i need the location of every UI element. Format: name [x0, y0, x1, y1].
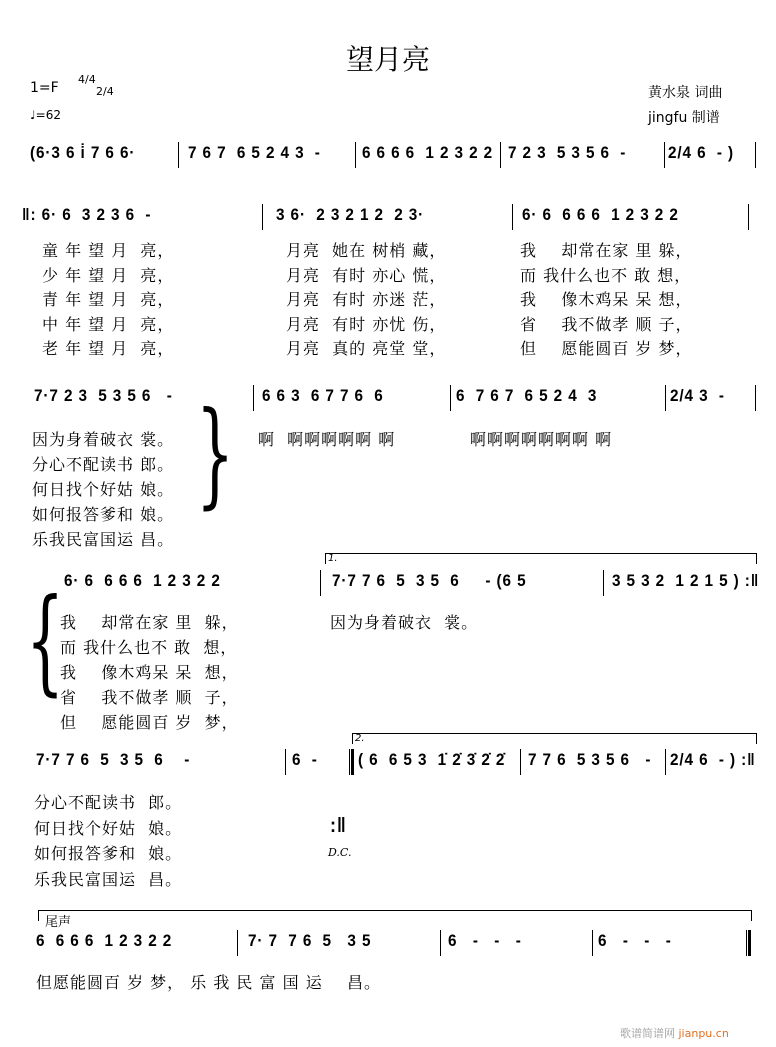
lyric-line: 少 年 望 月 亮，: [42, 265, 175, 285]
measure: 7·7 2 3 5 3 5 6 -: [34, 386, 173, 405]
key-signature: 1=F: [30, 80, 59, 96]
left-brace: {: [26, 575, 65, 709]
lyric-line: 而 我什么也不 敢 想，: [60, 638, 238, 657]
volta-2-bracket: [352, 733, 757, 744]
bar-line: [520, 749, 521, 775]
lyric-line: 月亮 有时 亦忧 伤，: [286, 314, 447, 334]
lyric-line: 月亮 有时 亦迷 茫，: [286, 290, 447, 309]
lyric-line: 省 我不做孝 顺 子，: [60, 688, 239, 707]
lyric-line: 月亮 她在 树梢 藏，: [286, 241, 447, 260]
final-bar-line: [746, 930, 751, 956]
bar-line: [603, 570, 604, 596]
coda-label: 尾声: [45, 915, 72, 930]
time-signature-1: 4/4: [78, 73, 96, 86]
lyric-line: 乐我民富国运 昌。: [34, 869, 183, 889]
measure: 6 -: [292, 750, 318, 769]
measure: 2/4 3 -: [670, 386, 725, 405]
measure: 7 2 3 5 3 5 6 -: [508, 143, 627, 162]
watermark: 歌谱简谱网 jianpu.cn: [620, 1027, 729, 1040]
measure: 6 6 6 6 1 2 3 2 2: [362, 143, 494, 162]
measure: ‖: 6· 6 3 2 3 6 -: [22, 205, 152, 224]
bar-line: [320, 570, 321, 596]
repeat-sign: :‖: [330, 815, 347, 837]
bar-line: [592, 930, 593, 956]
measure: (6·3 6 i̇ 7 6 6·: [30, 143, 136, 162]
bar-line: [664, 142, 665, 168]
lyric-line: 我 像木鸡呆 呆 想，: [60, 663, 239, 682]
double-bar-line: [349, 749, 354, 775]
measure: 7·7 7 6 5 3 5 6 - (6 5: [332, 571, 527, 590]
bar-line: [450, 385, 451, 411]
lyric-line: 如何报答爹和 娘。: [34, 844, 183, 863]
bar-line: [237, 930, 238, 956]
measure: 6 6 6 6 1 2 3 2 2: [36, 931, 173, 950]
lyric-line: 何日找个好姑 娘。: [32, 480, 175, 499]
bar-line: [285, 749, 286, 775]
measure: ( 6 6 5 3 1̇ 2̇ 3̇ 2̇ 2̇: [358, 750, 506, 769]
coda-bracket: [38, 910, 752, 930]
lyric-line: 但愿能圆百 岁 梦， 乐 我 民 富 国 运 昌。: [36, 973, 382, 992]
lyric-line: 月亮 有时 亦心 慌，: [286, 265, 447, 285]
lyric-line: 省 我不做孝 顺 子，: [520, 314, 693, 334]
measure: 6· 6 6 6 6 1 2 3 2 2: [522, 205, 679, 224]
tempo-marking: ♩=62: [30, 108, 61, 122]
song-title: 望月亮: [345, 43, 430, 76]
measure: 3 5 3 2 1 2 1 5 ) :‖: [612, 571, 760, 590]
vocalise-lyric: 啊啊啊啊啊啊啊 啊: [470, 430, 613, 449]
right-brace: }: [196, 388, 235, 522]
time-signature-2: 2/4: [96, 85, 114, 98]
bar-line: [440, 930, 441, 956]
measure: 6 6 3 6 7 7 6 6: [262, 386, 384, 405]
measure: 7 7 6 5 3 5 6 -: [528, 750, 652, 769]
measure: 7· 7 7 6 5 3 5: [248, 931, 372, 950]
lyric-line: 我 像木鸡呆 呆 想，: [520, 290, 693, 309]
lyric-line: 何日找个好姑 娘。: [34, 818, 183, 838]
measure: 2/4 6 - ): [668, 143, 734, 162]
measure: 6 - - -: [598, 931, 672, 950]
lyric-line: 我 却常在家 里 躲，: [520, 241, 693, 260]
da-capo-marking: D.C.: [328, 846, 352, 859]
lyric-line: 但 愿能圆百 岁 梦，: [60, 713, 239, 732]
lyric-line: 童 年 望 月 亮，: [42, 241, 175, 260]
lyric-line: 青 年 望 月 亮，: [42, 290, 175, 309]
bar-line: [178, 142, 179, 168]
lyric-line: 分心不配读书 郎。: [34, 793, 183, 812]
lyric-line: 如何报答爹和 娘。: [32, 505, 175, 524]
measure: 7·7 7 6 5 3 5 6 -: [36, 750, 191, 769]
arranger-credit: jingfu 制谱: [648, 110, 720, 126]
lyric-line: 乐我民富国运 昌。: [32, 530, 175, 549]
bar-line: [748, 204, 749, 230]
lyric-line: 因为身着破衣 裳。: [32, 430, 175, 449]
lyric-line: 但 愿能圆百 岁 梦，: [520, 339, 693, 358]
measure: 3 6· 2 3 2 1 2 2 3·: [276, 205, 425, 224]
lyric-line: 我 却常在家 里 躲，: [60, 613, 239, 632]
measure: 6 - - -: [448, 931, 522, 950]
bar-line: [755, 385, 756, 411]
measure: 7 6 7 6 5 2 4 3 -: [188, 143, 321, 162]
volta-label: 2.: [355, 733, 365, 744]
vocalise-lyric: 啊 啊啊啊啊啊 啊: [258, 430, 396, 449]
lyric-line: 月亮 真的 亮堂 堂，: [286, 339, 447, 358]
bar-line: [755, 142, 756, 168]
lyric-line: 分心不配读书 郎。: [32, 455, 175, 474]
volta-1-bracket: [325, 553, 757, 564]
bar-line: [253, 385, 254, 411]
bar-line: [512, 204, 513, 230]
lyrics-music-credit: 黄水泉 词曲: [648, 85, 723, 101]
measure: 2/4 6 - ) :‖: [670, 750, 756, 769]
measure: 6· 6 6 6 6 1 2 3 2 2: [64, 571, 221, 590]
bar-line: [262, 204, 263, 230]
bar-line: [665, 749, 666, 775]
lyric-line: 因为身着破衣 裳。: [330, 613, 479, 632]
measure: 6 7 6 7 6 5 2 4 3: [456, 386, 598, 405]
bar-line: [355, 142, 356, 168]
lyric-line: 老 年 望 月 亮，: [42, 339, 175, 358]
lyric-line: 而 我什么也不 敢 想，: [520, 265, 692, 285]
bar-line: [500, 142, 501, 168]
volta-label: 1.: [328, 553, 338, 564]
lyric-line: 中 年 望 月 亮，: [42, 314, 175, 334]
bar-line: [665, 385, 666, 411]
